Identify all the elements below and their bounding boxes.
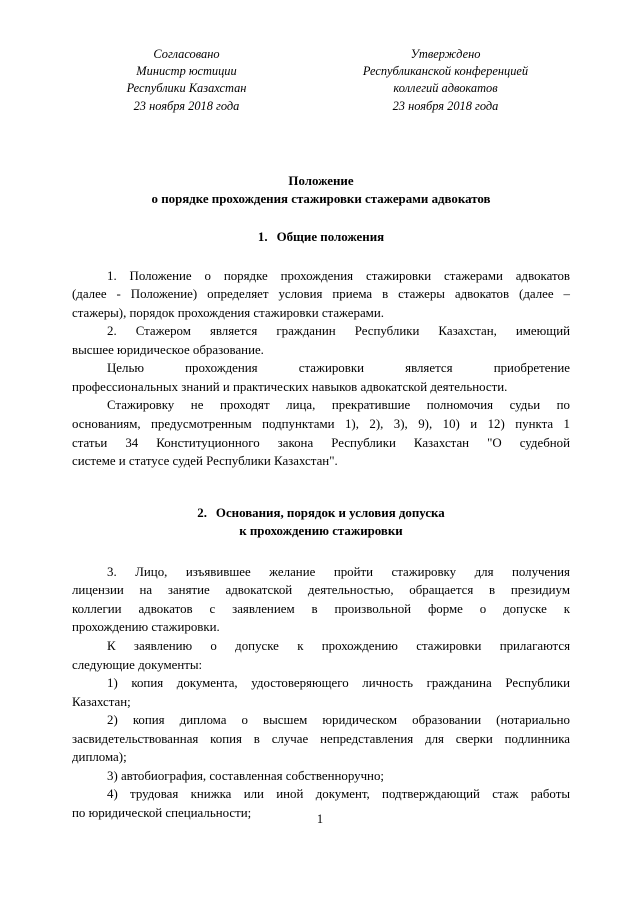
section-2-list-item-2-line-2: засвидетельствованная копия в случае непредставления для сверки подлинника (72, 731, 570, 746)
section-2-heading-text-1: Основания, порядок и условия допуска (215, 505, 445, 520)
approval-left-line-1: Согласовано (153, 47, 220, 61)
approval-left-date: 23 ноября 2018 года (133, 98, 240, 113)
document-title (72, 172, 570, 209)
section-2-paragraph-2-line-1: К заявлению о допуске к прохождению стажировки прилагаются (107, 638, 570, 653)
section-2-heading-line-2: к прохождению стажировки (239, 524, 403, 539)
section-1-paragraph-2 (72, 322, 570, 359)
section-2-list-item-1 (72, 674, 570, 711)
document-title-line-2: о порядке прохождения стажировки стажерами адвокатов (151, 192, 491, 207)
section-1-number: 1. (257, 230, 268, 244)
section-2-paragraph-1-line-2: лицензии на занятие адвокатской деятельностью, обращается в президиум (72, 583, 570, 598)
section-1-paragraph-4-line-3: статьи 34 Конституционного закона Республики Казахстан "О судебной (72, 435, 570, 450)
section-2-list-item-2 (72, 711, 570, 767)
section-1-paragraph-1-line-2: (далее - Положение) определяет условия приема в стажеры адвокатов (далее – (72, 287, 570, 302)
section-2-list-item-1-line-2: Казахстан; (72, 694, 131, 709)
approval-right-line-1: Утверждено (410, 47, 481, 61)
section-1-paragraph-2-line-2: высшее юридическое образование. (72, 342, 264, 357)
section-1-paragraph-1-line-3: стажеры), порядок прохождения стажировки стажерами. (72, 305, 384, 320)
document-content (72, 0, 570, 822)
section-2-list-item-2-line-3: диплома); (72, 750, 127, 765)
section-2-heading (72, 504, 570, 541)
approval-right-line-2: Республиканской конференцией (362, 64, 529, 79)
section-2-paragraph-1-line-4: прохождению стажировки. (72, 620, 220, 635)
section-1-paragraph-1-line-1: 1. Положение о порядке прохождения стажировки стажерами адвокатов (107, 268, 570, 283)
section-1-body (72, 267, 570, 471)
approval-left-line-2: Министр юстиции (136, 64, 237, 79)
section-2-body (72, 563, 570, 823)
section-2-number: 2. (197, 505, 207, 520)
section-1-paragraph-3-line-2: профессиональных знаний и практических навыков адвокатской деятельности. (72, 379, 508, 394)
section-2-paragraph-1 (72, 563, 570, 637)
section-2-paragraph-1-line-3: коллегии адвокатов с заявлением в произвольной форме о допуске к (72, 601, 570, 616)
approval-right-date: 23 ноября 2018 года (392, 98, 499, 113)
section-2-list-item-4-line-1: 4) трудовая книжка или иной документ, подтверждающий стаж работы (107, 787, 570, 802)
section-1-paragraph-1 (72, 267, 570, 323)
section-1-paragraph-4-line-1: Стажировку не проходят лица, прекратившие полномочия судьи по (107, 398, 570, 413)
page-number: 1 (316, 812, 324, 826)
section-1-heading (72, 228, 570, 247)
section-2-list-item-1-line-1: 1) копия документа, удостоверяющего личность гражданина Республики (107, 676, 570, 691)
section-1-paragraph-3 (72, 359, 570, 396)
section-2-paragraph-2-line-2: следующие документы: (72, 657, 203, 672)
section-1-heading-text: Общие положения (276, 230, 385, 244)
approval-column-right (323, 46, 568, 115)
section-2-heading-line-1 (72, 504, 570, 523)
approval-column-left (84, 46, 289, 115)
section-1-paragraph-2-line-1: 2. Стажером является гражданин Республики Казахстан, имеющий (107, 324, 570, 339)
section-1-paragraph-3-line-1: Целью прохождения стажировки является приобретение (107, 361, 570, 376)
approval-left-line-3: Республики Казахстан (126, 81, 247, 96)
section-1-paragraph-4-line-4: системе и статусе судей Республики Казахстан". (72, 454, 338, 469)
section-2-list-item-3 (72, 767, 570, 786)
section-1-paragraph-4 (72, 396, 570, 470)
approval-header-block (72, 0, 570, 115)
section-2-list-item-4-line-2: по юридической специальности; (72, 805, 252, 820)
section-2-list-item-3-line-1: 3) автобиография, составленная собственноручно; (107, 768, 384, 783)
section-2-list-item-2-line-1: 2) копия диплома о высшем юридическом образовании (нотариально (107, 713, 570, 728)
section-2-paragraph-1-line-1: 3. Лицо, изъявившее желание пройти стажировку для получения (107, 564, 570, 579)
approval-right-line-3: коллегий адвокатов (393, 81, 498, 96)
section-1-paragraph-4-line-2: основаниям, предусмотренным подпунктами 1), 2), 3), 9), 10) и 12) пункта 1 (72, 416, 570, 431)
document-title-line-1: Положение (288, 173, 354, 188)
section-1-heading-line (72, 228, 570, 247)
section-2-paragraph-2 (72, 637, 570, 674)
